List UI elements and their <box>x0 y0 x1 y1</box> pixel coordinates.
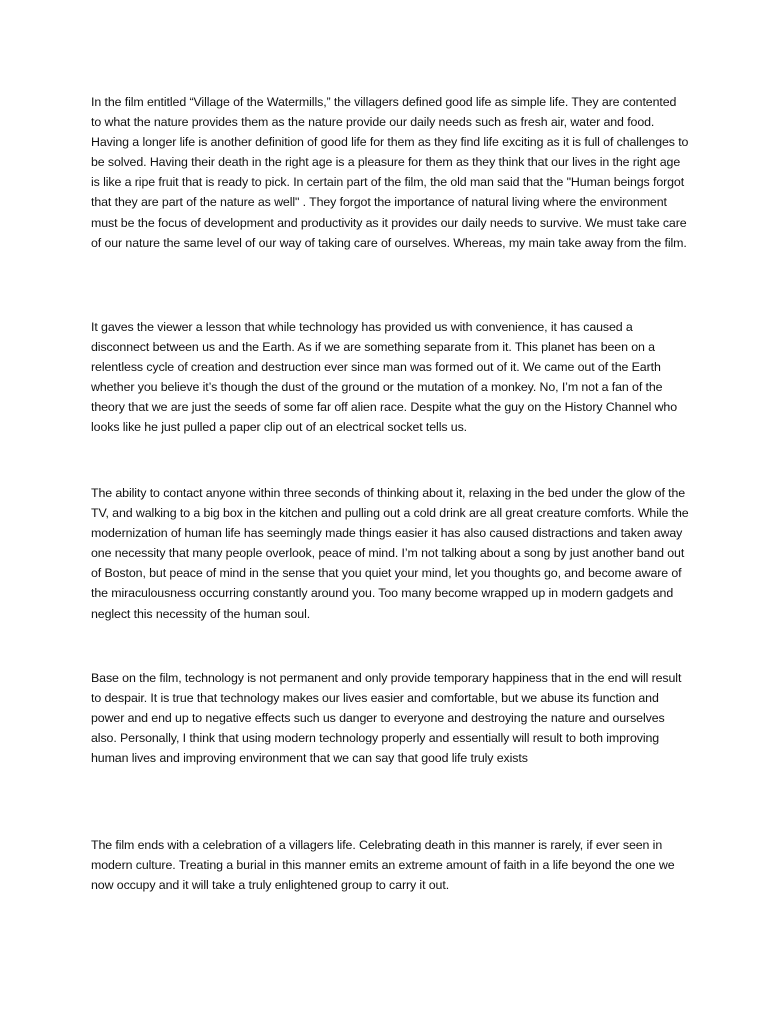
paragraph-3: The ability to contact anyone within three seconds of thinking about it, relaxing in the bed under the glow of the TV, and walking to a big box in the kitchen and pulling out a cold drink are all great creature comforts. While the modernization of human life has seemingly made things easier it has also caused distractions and taken away one necessity that many people overlook, peace of mind. I’m not talking about a song by just another band out of Boston, but peace of mind in the sense that you quiet your mind, let you thoughts go, and become aware of the miraculousness occurring constantly around you. Too many become wrapped up in modern gadgets and neglect this necessity of the human soul. <box>91 486 689 621</box>
paragraph-1: In the film entitled “Village of the Watermills,” the villagers defined good life as simple life. They are contented to what the nature provides them as the nature provide our daily needs such as fresh air, water and food. Having a longer life is another definition of good life for them as they find life exciting as it is full of challenges to be solved. Having their death in the right age is a pleasure for them as they think that our lives in the right age is like a ripe fruit that is ready to pick. In certain part of the film, the old man said that the "Human beings forgot that they are part of the nature as well" . They forgot the importance of natural living where the environment must be the focus of development and productivity as it provides our daily needs to survive. We must take care of our nature the same level of our way of taking care of ourselves. Whereas, my main take away from the film. <box>91 95 689 250</box>
paragraph-2: It gaves the viewer a lesson that while technology has provided us with convenience, it has caused a disconnect between us and the Earth. As if we are something separate from it. This planet has been on a relentless cycle of creation and destruction ever since man was formed out of it. We came out of the Earth whether you believe it’s though the dust of the ground or the mutation of a monkey. No, I’m not a fan of the theory that we are just the seeds of some far off alien race. Despite what the guy on the History Channel who looks like he just pulled a paper clip out of an electrical socket tells us. <box>91 320 678 435</box>
paragraph-4: Base on the film, technology is not permanent and only provide temporary happiness that in the end will result to despair. It is true that technology makes our lives easier and comfortable, but we abuse its function and power and end up to negative effects such us danger to everyone and destroying the nature and ourselves also. Personally, I think that using modern technology properly and essentially will result to both improving human lives and improving environment that we can say that good life truly exists <box>91 671 682 766</box>
paragraph-5: The film ends with a celebration of a villagers life. Celebrating death in this manner is rarely, if ever seen in modern culture. Treating a burial in this manner emits an extreme amount of faith in a life beyond the one we now occupy and it will take a truly enlightened group to carry it out. <box>91 838 675 893</box>
